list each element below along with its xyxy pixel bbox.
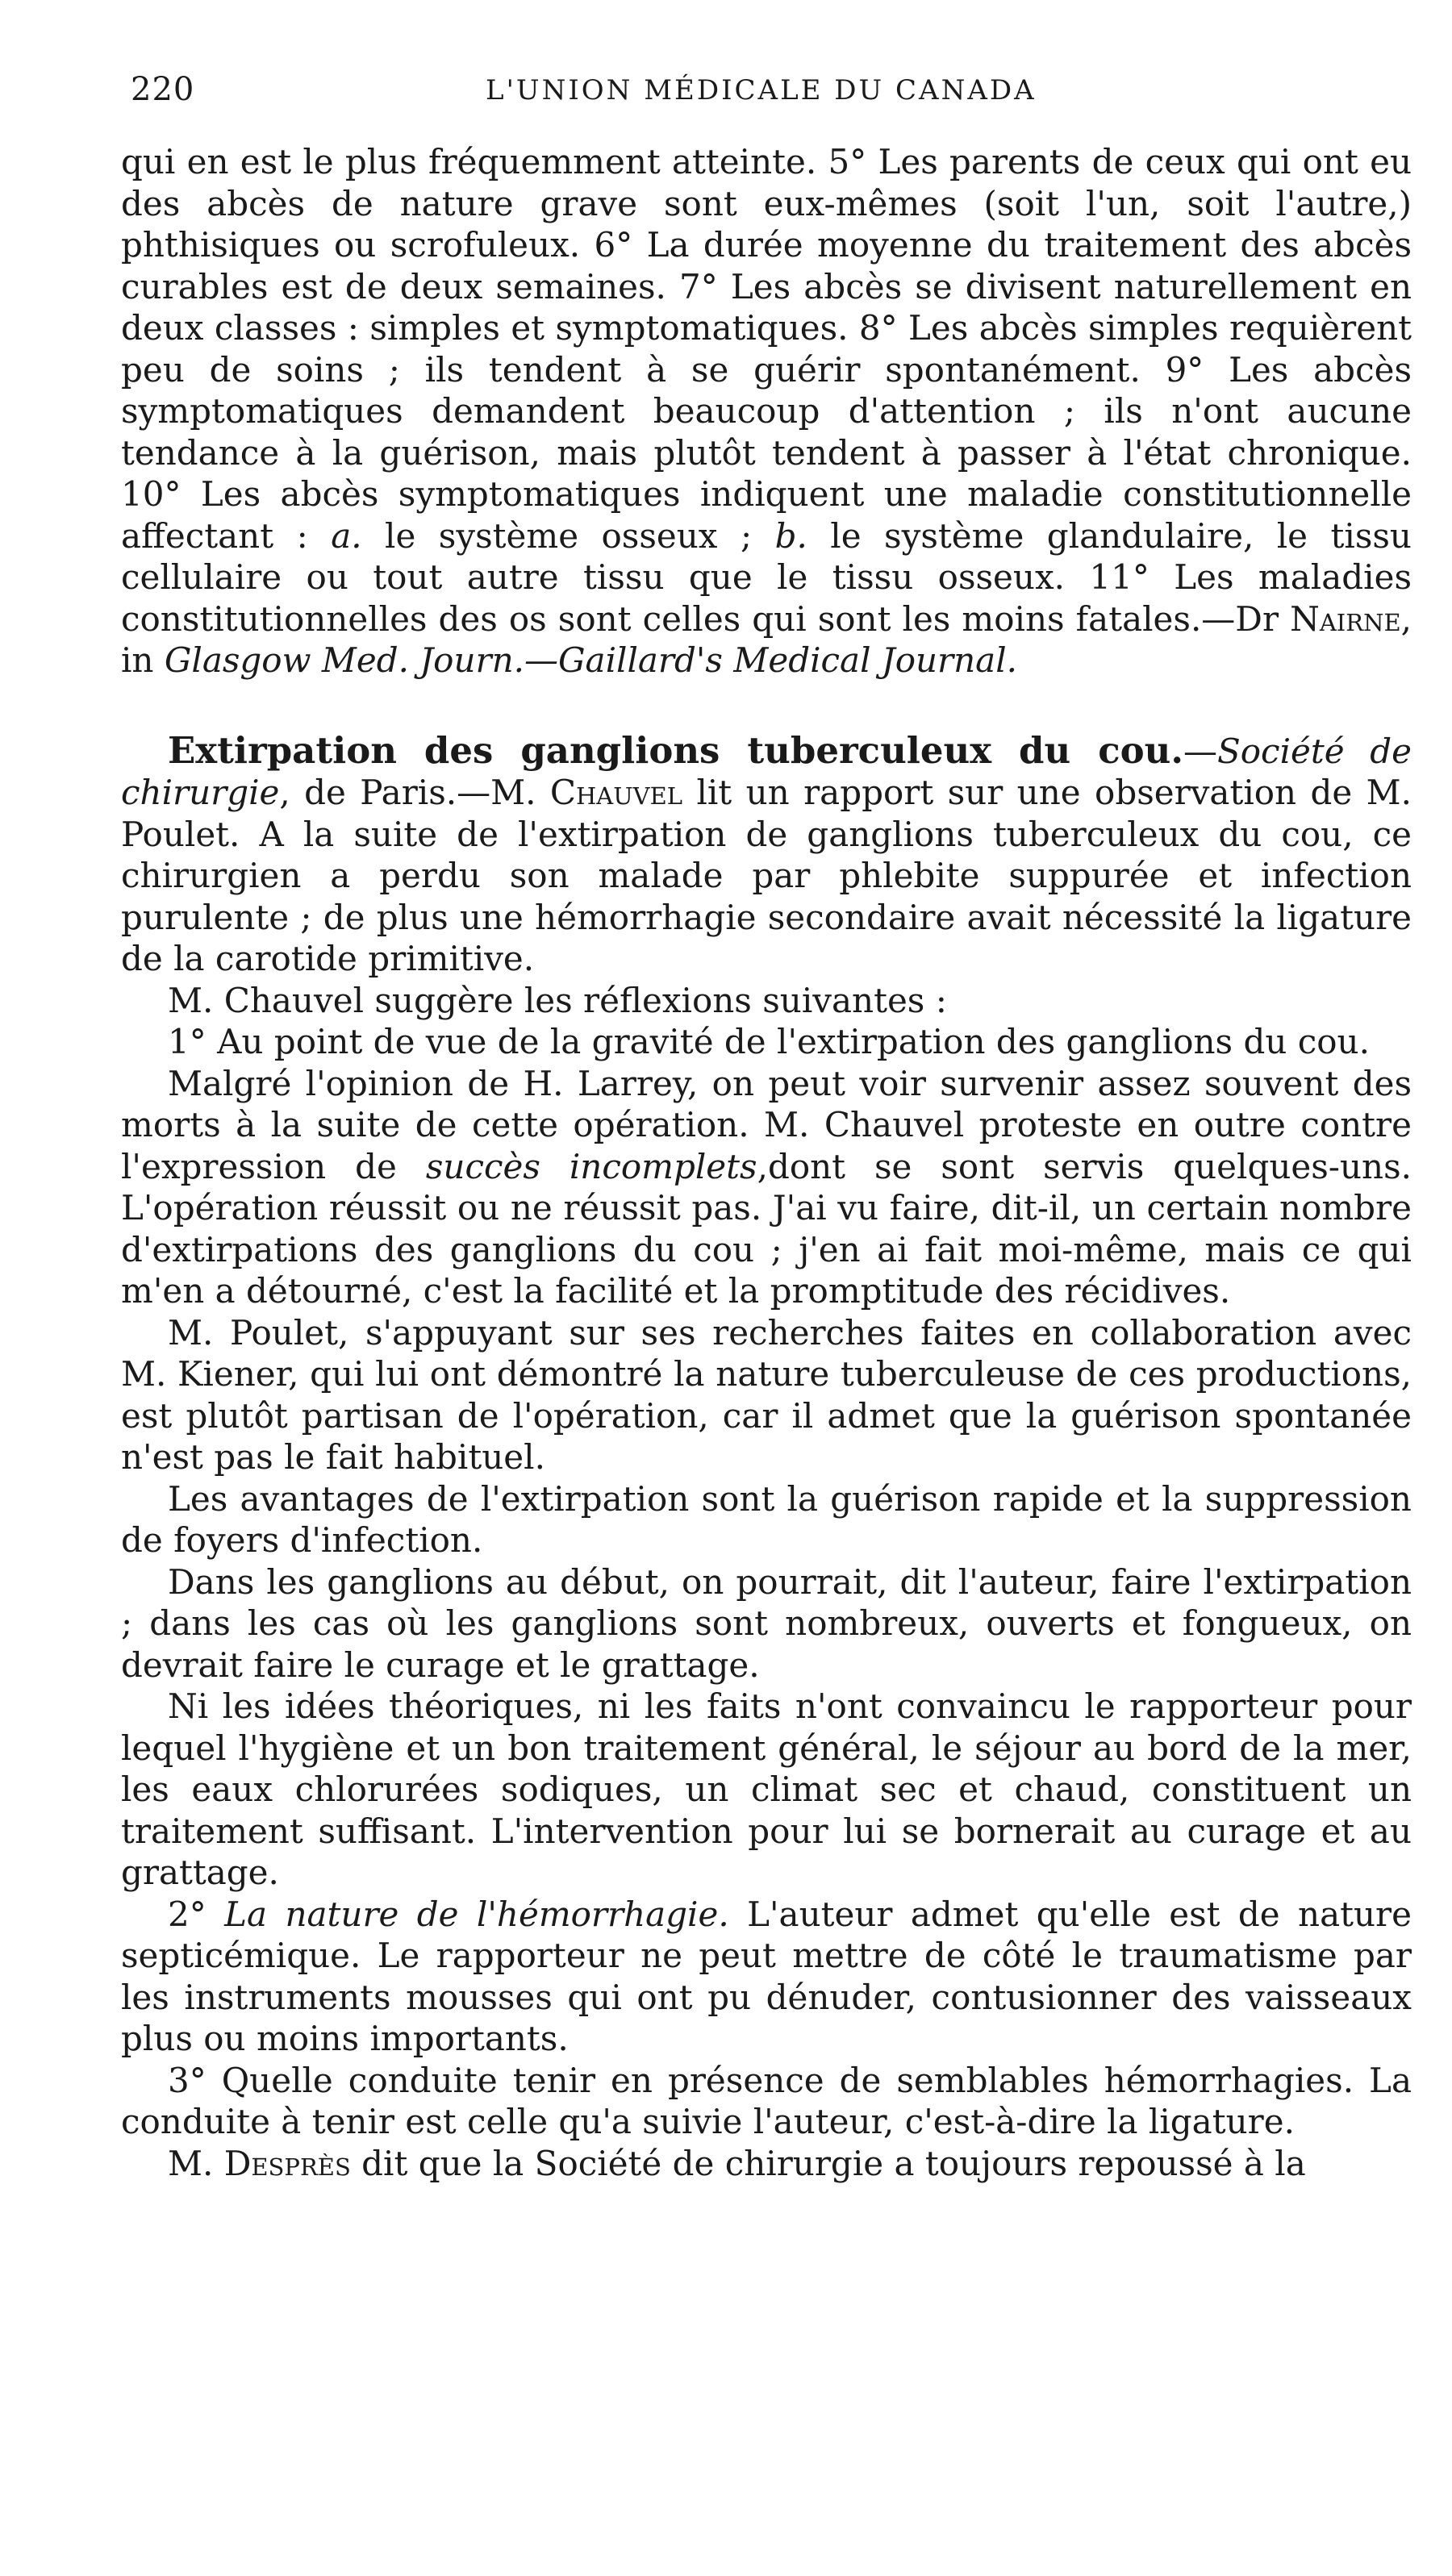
- despres-text: dit que la Société de chirurgie a toujours repoussé à la: [350, 2143, 1306, 2183]
- section-intro-text: lit un rapport sur une observation de M. Poulet. A la suite de l'extirpation de ganglions tuberculeux du cou, ce chirurgien a perdu son malade par phlebite suppurée et infection purulente ; de plus une hémorrhagie secondaire avait nécessité la ligature de la carotide primitive.: [121, 773, 1412, 978]
- in-text: , in: [121, 598, 1412, 680]
- malgre-text-a: Malgré l'opinion de H. Larrey, on peut voir survenir assez souvent des morts à la suite de cette opération. M. Chauvel proteste en outre contre l'expression de: [121, 1063, 1412, 1186]
- ni-paragraph: Ni les idées théoriques, ni les faits n'ont convaincu le rapporteur pour lequel l'hygiène et un bon traitement général, le séjour au bord de la mer, les eaux chlorurées sodiques, un climat sec et chaud, constituent un traitement suffisant. L'intervention pour lui se bornerait au curage et au grattage.: [121, 1686, 1412, 1892]
- abscess-conclusions-paragraph: [121, 141, 1412, 682]
- section-title: Extirpation des ganglions tuberculeux du cou.: [168, 728, 1183, 772]
- abscess-mid-text-2: le système glandulaire, le tissu cellulaire ou tout autre tissu que le tissu osseux. 11° Les maladies constitutionnelles des os sont celles qui sont les moins fatales.—Dr: [121, 515, 1412, 639]
- society-name: Société de chirurgie: [121, 731, 1412, 812]
- succes-incomplets: succès incomplets: [425, 1146, 757, 1186]
- abscess-mid-text-1: le système osseux ;: [361, 515, 775, 556]
- point-3-paragraph: 3° Quelle conduite tenir en présence de semblables hémorrhagies. La conduite à tenir est celle qu'a suivie l'auteur, c'est-à-dire la ligature.: [121, 2060, 1412, 2141]
- malgre-text-b: ,dont se sont servis quelques-uns. L'opération réussit ou ne réussit pas. J'ai vu faire, dit-il, un certain nombre d'extirpations des ganglions du cou ; j'en ai fait moi-même, mais ce qui m'en a détourné, c'est la facilité et la promptitude des récidives.: [121, 1146, 1412, 1311]
- avantages-paragraph: Les avantages de l'extirpation sont la guérison rapide et la suppression de foyers d'infection.: [121, 1478, 1412, 1560]
- despres-prefix: M.: [168, 2143, 224, 2183]
- title-dash: —: [1183, 731, 1217, 771]
- author-name: Nairne: [1290, 598, 1401, 639]
- item-b-letter: b.: [774, 515, 807, 556]
- page-body: [121, 141, 1412, 2184]
- section-intro-paragraph: [121, 730, 1412, 980]
- malgre-paragraph: [121, 1063, 1412, 1312]
- society-location: , de Paris.—M.: [279, 773, 550, 812]
- despres-paragraph: [121, 2143, 1412, 2185]
- poulet-paragraph: M. Poulet, s'appuyant sur ses recherches faites en collaboration avec M. Kiener, qui lui ont démontré la nature tuberculeuse de ces productions, est plutôt partisan de l'opération, car il admet que la guérison spontanée n'est pas le fait habituel.: [121, 1312, 1412, 1477]
- section-gap: [121, 682, 1412, 730]
- page-header: [131, 71, 1389, 119]
- page-number: 220: [131, 71, 195, 108]
- abscess-conclusions-text: qui en est le plus fréquemment atteinte. 5° Les parents de ceux qui ont eu des abcès de nature grave sont eux-mêmes (soit l'un, soit l'autre,) phthisiques ou scrofuleux. 6° La durée moyenne du traitement des abcès curables est de deux semaines. 7° Les abcès se divisent naturellement en deux classes : simples et symptomatiques. 8° Les abcès simples requièrent peu de soins ; ils tendent à se guérir spontanément. 9° Les abcès symptomatiques demandent beaucoup d'attention ; ils n'ont aucune tendance à la guérison, mais plutôt tendent à passer à l'état chronique. 10° Les abcès symptomatiques indiquent une maladie constitutionnelle affectant :: [121, 142, 1412, 556]
- point-2-title: La nature de l'hémorrhagie.: [224, 1894, 729, 1934]
- point-2-text: L'auteur admet qu'elle est de nature septicémique. Le rapporteur ne peut mettre de côté le traumatisme par les instruments mousses qui ont pu dénuder, contusionner des vaisseaux plus ou moins importants.: [121, 1894, 1412, 2058]
- point-2-paragraph: [121, 1894, 1412, 2060]
- point-2-number: 2°: [168, 1894, 225, 1934]
- journal-citation: Glasgow Med. Journ.—Gaillard's Medical Journal.: [164, 640, 1017, 680]
- debut-paragraph: Dans les ganglions au début, on pourrait, dit l'auteur, faire l'extirpation ; dans les cas où les ganglions sont nombreux, ouverts et fongueux, on devrait faire le curage et le grattage.: [121, 1561, 1412, 1685]
- running-head: L'UNION MÉDICALE DU CANADA: [486, 74, 1037, 106]
- rapporteur-name: Chauvel: [549, 773, 683, 812]
- item-a-letter: a.: [331, 515, 362, 556]
- despres-name: Desprès: [223, 2143, 351, 2183]
- point-1-paragraph: 1° Au point de vue de la gravité de l'extirpation des ganglions du cou.: [168, 1022, 1370, 1061]
- suggestions-paragraph: M. Chauvel suggère les réflexions suivantes :: [168, 980, 947, 1020]
